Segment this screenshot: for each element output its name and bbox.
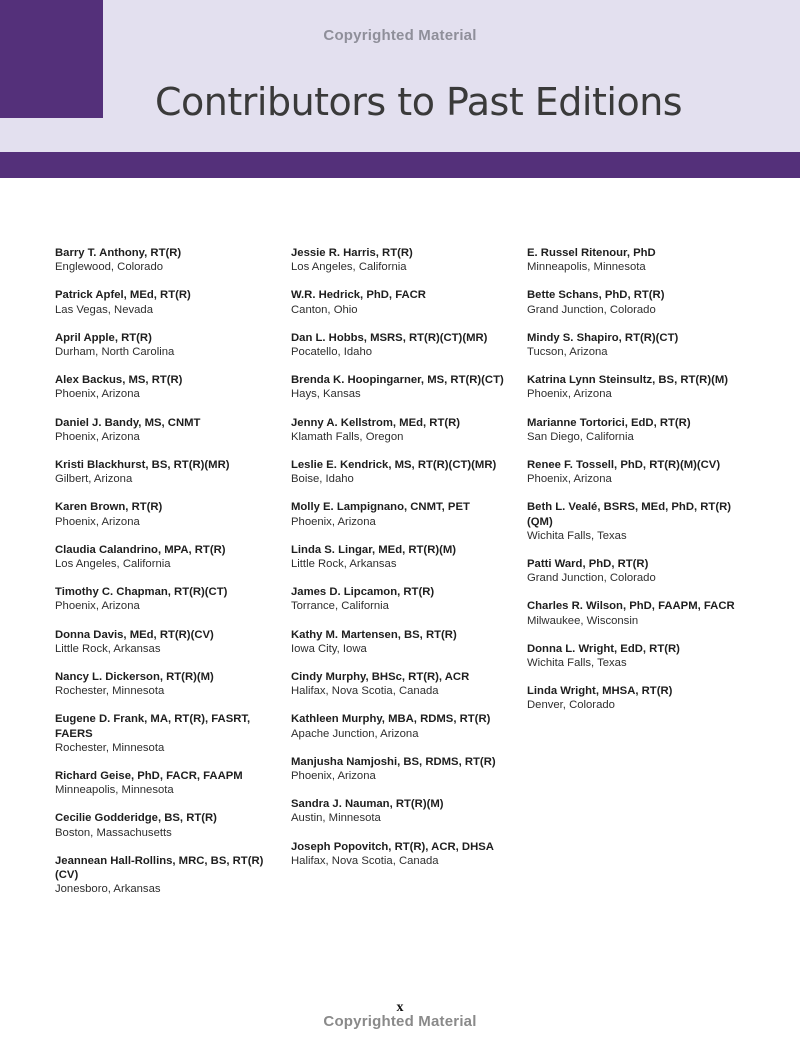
contributor-name: Eugene D. Frank, MA, RT(R), FASRT, FAERS xyxy=(55,713,251,740)
contributor-name: Jenny A. Kellstrom, MEd, RT(R) xyxy=(291,416,461,429)
contributor-name: Daniel J. Bandy, MS, CNMT xyxy=(55,416,201,429)
watermark-bottom: Copyrighted Material xyxy=(323,1013,477,1030)
contributor-entry xyxy=(55,416,273,444)
contributor-entry xyxy=(291,670,509,698)
contributor-entry xyxy=(55,585,273,613)
contributor-entry xyxy=(527,373,745,401)
contributor-entry xyxy=(55,543,273,571)
contributor-name: Timothy C. Chapman, RT(R)(CT) xyxy=(55,586,228,599)
contributor-entry xyxy=(55,811,273,839)
contributor-name: Mindy S. Shapiro, RT(R)(CT) xyxy=(527,331,679,344)
contributor-name: Charles R. Wilson, PhD, FAAPM, FACR xyxy=(527,600,735,613)
contributor-entry xyxy=(527,288,745,316)
contributor-entry xyxy=(291,416,509,444)
contributor-entry xyxy=(55,458,273,486)
contributor-location: Austin, Minnesota xyxy=(291,812,381,825)
contributor-location: Little Rock, Arkansas xyxy=(291,558,397,571)
contributor-entry xyxy=(291,840,509,868)
contributor-entry xyxy=(291,543,509,571)
page-title: Contributors to Past Editions xyxy=(155,80,683,124)
contributor-location: Los Angeles, California xyxy=(291,261,407,274)
contributor-entry xyxy=(527,684,745,712)
contributor-entry xyxy=(527,246,745,274)
contributor-name: Donna Davis, MEd, RT(R)(CV) xyxy=(55,628,214,641)
contributor-name: Molly E. Lampignano, CNMT, PET xyxy=(291,501,470,514)
contributor-entry xyxy=(55,670,273,698)
contributor-location: Phoenix, Arizona xyxy=(291,770,376,783)
contributor-location: Hays, Kansas xyxy=(291,388,361,401)
page-number: x xyxy=(396,1000,404,1015)
contributor-entry xyxy=(527,500,745,543)
contributor-location: Gilbert, Arizona xyxy=(55,473,133,486)
contributor-entry xyxy=(527,599,745,627)
contributor-entry xyxy=(291,628,509,656)
contributor-entry xyxy=(291,458,509,486)
contributor-location: Halifax, Nova Scotia, Canada xyxy=(291,854,439,867)
contributor-name: Karen Brown, RT(R) xyxy=(55,501,163,514)
contributor-entry xyxy=(55,628,273,656)
contributor-location: San Diego, California xyxy=(527,430,634,443)
contributor-location: Torrance, California xyxy=(291,600,389,613)
contributor-location: Boise, Idaho xyxy=(291,473,354,486)
contributor-name: Alex Backus, MS, RT(R) xyxy=(55,374,183,387)
contributor-name: Linda Wright, MHSA, RT(R) xyxy=(527,685,673,698)
contributor-location: Wichita Falls, Texas xyxy=(527,657,627,670)
contributor-name: Kristi Blackhurst, BS, RT(R)(MR) xyxy=(55,459,230,472)
contributor-location: Phoenix, Arizona xyxy=(55,515,140,528)
contributor-location: Rochester, Minnesota xyxy=(55,685,165,698)
contributor-name: Patti Ward, PhD, RT(R) xyxy=(527,558,649,571)
contributor-name: Kathleen Murphy, MBA, RDMS, RT(R) xyxy=(291,713,491,726)
contributor-entry xyxy=(55,373,273,401)
contributor-name: Joseph Popovitch, RT(R), ACR, DHSA xyxy=(291,840,494,853)
contributor-entry xyxy=(291,288,509,316)
contributor-name: Marianne Tortorici, EdD, RT(R) xyxy=(527,416,691,429)
contributor-name: James D. Lipcamon, RT(R) xyxy=(291,586,435,599)
contributor-entry xyxy=(527,557,745,585)
contributors-column-1 xyxy=(55,246,273,911)
contributor-name: Katrina Lynn Steinsultz, BS, RT(R)(M) xyxy=(527,374,729,387)
contributor-name: Jeannean Hall-Rollins, MRC, BS, RT(R)(CV) xyxy=(55,854,264,882)
contributor-entry xyxy=(291,373,509,401)
contributor-name: Barry T. Anthony, RT(R) xyxy=(55,247,182,259)
contributor-name: Donna L. Wright, EdD, RT(R) xyxy=(527,642,680,655)
contributor-name: Cindy Murphy, BHSc, RT(R), ACR xyxy=(291,671,470,684)
contributor-name: April Apple, RT(R) xyxy=(55,331,152,344)
contributor-location: Englewood, Colorado xyxy=(55,261,164,274)
contributor-entry xyxy=(55,500,273,528)
contributor-name: Linda S. Lingar, MEd, RT(R)(M) xyxy=(291,543,457,556)
contributor-name: Richard Geise, PhD, FACR, FAAPM xyxy=(55,770,243,783)
contributor-location: Halifax, Nova Scotia, Canada xyxy=(291,685,439,698)
contributor-entry xyxy=(55,769,273,797)
contributor-name: Brenda K. Hoopingarner, MS, RT(R)(CT) xyxy=(291,374,504,387)
contributor-location: Rochester, Minnesota xyxy=(55,741,165,754)
contributor-name: Nancy L. Dickerson, RT(R)(M) xyxy=(55,671,214,684)
contributor-name: W.R. Hedrick, PhD, FACR xyxy=(291,289,426,302)
contributor-entry xyxy=(291,797,509,825)
contributor-entry xyxy=(527,642,745,670)
contributor-location: Phoenix, Arizona xyxy=(527,388,612,401)
contributor-location: Little Rock, Arkansas xyxy=(55,642,161,655)
contributor-name: E. Russel Ritenour, PhD xyxy=(527,247,656,259)
contributor-location: Minneapolis, Minnesota xyxy=(55,784,174,797)
contributor-location: Phoenix, Arizona xyxy=(527,473,612,486)
contributor-location: Pocatello, Idaho xyxy=(291,346,373,359)
contributor-name: Beth L. Vealé, BSRS, MEd, PhD, RT(R)(QM) xyxy=(527,501,731,528)
contributor-location: Durham, North Carolina xyxy=(55,346,175,359)
contributor-location: Minneapolis, Minnesota xyxy=(527,261,646,274)
contributor-location: Phoenix, Arizona xyxy=(55,388,140,401)
contributor-location: Canton, Ohio xyxy=(291,303,358,316)
contributor-entry xyxy=(291,755,509,783)
contributor-location: Grand Junction, Colorado xyxy=(527,303,656,316)
contributor-location: Las Vegas, Nevada xyxy=(55,303,153,316)
contributor-name: Leslie E. Kendrick, MS, RT(R)(CT)(MR) xyxy=(291,459,497,472)
contributor-name: Jessie R. Harris, RT(R) xyxy=(291,247,413,259)
contributor-entry xyxy=(55,246,273,274)
contributor-location: Milwaukee, Wisconsin xyxy=(527,614,639,627)
corner-accent-block xyxy=(0,0,103,118)
contributor-name: Claudia Calandrino, MPA, RT(R) xyxy=(55,543,226,556)
watermark-top: Copyrighted Material xyxy=(323,27,477,44)
contributor-name: Bette Schans, PhD, RT(R) xyxy=(527,289,665,302)
contributor-entry xyxy=(55,712,273,755)
contributor-entry xyxy=(291,500,509,528)
contributor-name: Patrick Apfel, MEd, RT(R) xyxy=(55,289,191,302)
header-band xyxy=(0,0,800,152)
contributors-column-2 xyxy=(291,246,509,882)
contributor-entry xyxy=(55,288,273,316)
contributor-name: Cecilie Godderidge, BS, RT(R) xyxy=(55,812,217,825)
contributor-entry xyxy=(291,712,509,740)
contributor-entry xyxy=(527,458,745,486)
contributor-entry xyxy=(55,331,273,359)
contributor-location: Wichita Falls, Texas xyxy=(527,529,627,542)
contributor-entry xyxy=(55,854,273,897)
contributor-location: Denver, Colorado xyxy=(527,699,615,712)
contributor-location: Phoenix, Arizona xyxy=(55,600,140,613)
contributor-name: Kathy M. Martensen, BS, RT(R) xyxy=(291,628,457,641)
contributors-list xyxy=(55,246,755,926)
contributor-entry xyxy=(291,246,509,274)
contributor-location: Grand Junction, Colorado xyxy=(527,572,656,585)
contributor-entry xyxy=(291,585,509,613)
contributor-location: Los Angeles, California xyxy=(55,558,171,571)
contributor-name: Dan L. Hobbs, MSRS, RT(R)(CT)(MR) xyxy=(291,331,488,344)
contributors-column-3 xyxy=(527,246,745,727)
contributor-name: Manjusha Namjoshi, BS, RDMS, RT(R) xyxy=(291,755,496,768)
contributor-location: Boston, Massachusetts xyxy=(55,826,172,839)
contributor-location: Phoenix, Arizona xyxy=(291,515,376,528)
contributor-name: Sandra J. Nauman, RT(R)(M) xyxy=(291,798,444,811)
contributor-location: Apache Junction, Arizona xyxy=(291,727,419,740)
contributor-location: Iowa City, Iowa xyxy=(291,642,367,655)
contributor-entry xyxy=(527,331,745,359)
contributor-location: Jonesboro, Arkansas xyxy=(55,883,161,896)
contributor-location: Klamath Falls, Oregon xyxy=(291,430,404,443)
contributor-location: Phoenix, Arizona xyxy=(55,430,140,443)
contributor-entry xyxy=(527,416,745,444)
header-divider-stripe xyxy=(0,152,800,178)
contributor-name: Renee F. Tossell, PhD, RT(R)(M)(CV) xyxy=(527,459,721,472)
contributor-location: Tucson, Arizona xyxy=(527,346,608,359)
contributor-entry xyxy=(291,331,509,359)
